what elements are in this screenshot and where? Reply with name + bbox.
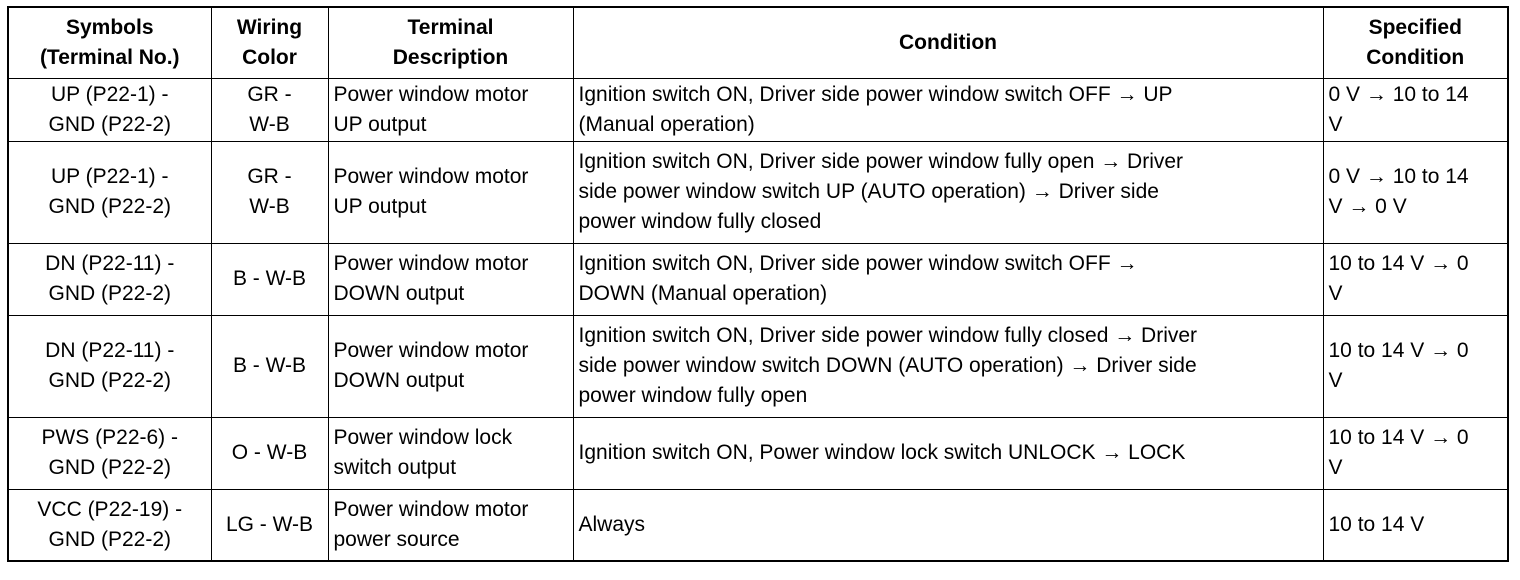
cell-condition-line: Ignition switch ON, Driver side power window fully open → Driver bbox=[578, 150, 1184, 173]
cell-wiring-color bbox=[211, 315, 328, 417]
cell-specified-condition-line: V bbox=[1328, 456, 1343, 479]
cell-wiring-color-line: GR - bbox=[247, 165, 292, 188]
cell-symbol-line: GND (P22-2) bbox=[48, 112, 172, 136]
table-row bbox=[8, 489, 1508, 561]
cell-condition bbox=[573, 243, 1323, 315]
header-terminal-description: Terminal Description bbox=[328, 7, 573, 78]
cell-condition-line: power window fully closed bbox=[578, 210, 822, 233]
cell-terminal-description-line: Power window motor bbox=[333, 82, 529, 106]
cell-specified-condition bbox=[1323, 417, 1508, 489]
cell-specified-condition bbox=[1323, 78, 1508, 141]
cell-terminal-description bbox=[328, 315, 573, 417]
cell-symbol-line: GND (P22-2) bbox=[48, 527, 172, 551]
cell-terminal-description-line: DOWN output bbox=[333, 282, 465, 305]
cell-specified-condition-line: 10 to 14 V → 0 bbox=[1328, 339, 1469, 362]
cell-condition-line: side power window switch UP (AUTO operation) → Driver side bbox=[578, 180, 1159, 203]
cell-specified-condition bbox=[1323, 243, 1508, 315]
cell-terminal-description-line: power source bbox=[333, 527, 460, 551]
header-specified-condition: Specified Condition bbox=[1323, 7, 1508, 78]
cell-symbol bbox=[8, 315, 211, 417]
cell-specified-condition bbox=[1323, 315, 1508, 417]
cell-terminal-description-line: Power window lock bbox=[333, 426, 513, 449]
cell-condition-line: side power window switch DOWN (AUTO operation) → Driver side bbox=[578, 354, 1197, 377]
cell-symbol bbox=[8, 417, 211, 489]
cell-wiring-color bbox=[211, 78, 328, 141]
cell-specified-condition-line: V bbox=[1328, 112, 1343, 136]
cell-wiring-color-line: O - W-B bbox=[231, 441, 308, 464]
cell-specified-condition-line: 10 to 14 V bbox=[1328, 512, 1425, 536]
cell-terminal-description-line: UP output bbox=[333, 195, 427, 218]
cell-specified-condition-line: 0 V → 10 to 14 bbox=[1328, 82, 1469, 106]
cell-terminal-description-line: UP output bbox=[333, 112, 427, 136]
cell-condition-line: Ignition switch ON, Driver side power window switch OFF → UP bbox=[578, 82, 1173, 106]
cell-specified-condition bbox=[1323, 489, 1508, 561]
cell-specified-condition bbox=[1323, 141, 1508, 243]
cell-condition bbox=[573, 489, 1323, 561]
cell-wiring-color-line: LG - W-B bbox=[225, 512, 314, 536]
cell-symbol-line: VCC (P22-19) - bbox=[37, 497, 183, 521]
cell-condition-line: Ignition switch ON, Driver side power window switch OFF → bbox=[578, 252, 1138, 275]
cell-terminal-description-line: Power window motor bbox=[333, 252, 529, 275]
header-condition: Condition bbox=[573, 7, 1323, 78]
cell-symbol bbox=[8, 243, 211, 315]
cell-condition-line: (Manual operation) bbox=[578, 112, 755, 136]
cell-wiring-color-line: W-B bbox=[249, 195, 290, 218]
cell-symbol-line: GND (P22-2) bbox=[48, 456, 172, 479]
cell-terminal-description bbox=[328, 78, 573, 141]
terminal-spec-table bbox=[7, 6, 1509, 562]
cell-terminal-description-line: Power window motor bbox=[333, 497, 529, 521]
cell-symbol-line: UP (P22-1) - bbox=[51, 165, 169, 188]
cell-condition-line: Always bbox=[578, 512, 646, 536]
cell-specified-condition-line: 10 to 14 V → 0 bbox=[1328, 426, 1469, 449]
cell-symbol-line: DN (P22-11) - bbox=[45, 252, 175, 275]
cell-specified-condition-line: V bbox=[1328, 369, 1343, 392]
header-row bbox=[8, 7, 1508, 78]
cell-terminal-description bbox=[328, 417, 573, 489]
cell-wiring-color bbox=[211, 489, 328, 561]
cell-symbol bbox=[8, 78, 211, 141]
cell-specified-condition-line: 10 to 14 V → 0 bbox=[1328, 252, 1469, 275]
cell-terminal-description bbox=[328, 243, 573, 315]
cell-terminal-description-line: switch output bbox=[333, 456, 457, 479]
cell-condition bbox=[573, 78, 1323, 141]
cell-wiring-color-line: B - W-B bbox=[232, 354, 307, 377]
cell-terminal-description bbox=[328, 141, 573, 243]
table-row bbox=[8, 417, 1508, 489]
cell-symbol-line: UP (P22-1) - bbox=[51, 82, 169, 106]
cell-condition bbox=[573, 417, 1323, 489]
cell-condition-line: power window fully open bbox=[578, 384, 808, 407]
cell-wiring-color bbox=[211, 243, 328, 315]
cell-symbol-line: GND (P22-2) bbox=[48, 369, 172, 392]
cell-specified-condition-line: V → 0 V bbox=[1328, 195, 1407, 218]
cell-symbol bbox=[8, 141, 211, 243]
cell-terminal-description bbox=[328, 489, 573, 561]
table-row bbox=[8, 243, 1508, 315]
cell-symbol-line: DN (P22-11) - bbox=[45, 339, 175, 362]
cell-specified-condition-line: 0 V → 10 to 14 bbox=[1328, 165, 1469, 188]
cell-condition bbox=[573, 141, 1323, 243]
table-body bbox=[8, 78, 1508, 561]
cell-condition-line: DOWN (Manual operation) bbox=[578, 282, 828, 305]
header-symbols: Symbols (Terminal No.) bbox=[8, 7, 211, 78]
table-row bbox=[8, 141, 1508, 243]
header-wiring-color: Wiring Color bbox=[211, 7, 328, 78]
cell-condition-line: Ignition switch ON, Driver side power window fully closed → Driver bbox=[578, 324, 1198, 347]
table-row bbox=[8, 315, 1508, 417]
cell-wiring-color bbox=[211, 417, 328, 489]
cell-terminal-description-line: DOWN output bbox=[333, 369, 465, 392]
cell-condition bbox=[573, 315, 1323, 417]
cell-terminal-description-line: Power window motor bbox=[333, 165, 529, 188]
cell-specified-condition-line: V bbox=[1328, 282, 1343, 305]
cell-wiring-color bbox=[211, 141, 328, 243]
cell-wiring-color-line: W-B bbox=[249, 112, 290, 136]
cell-wiring-color-line: GR - bbox=[247, 82, 292, 106]
cell-symbol-line: GND (P22-2) bbox=[48, 195, 172, 218]
table-row bbox=[8, 78, 1508, 141]
cell-symbol-line: GND (P22-2) bbox=[48, 282, 172, 305]
cell-wiring-color-line: B - W-B bbox=[232, 267, 307, 290]
cell-symbol bbox=[8, 489, 211, 561]
cell-condition-line: Ignition switch ON, Power window lock switch UNLOCK → LOCK bbox=[578, 441, 1186, 464]
cell-symbol-line: PWS (P22-6) - bbox=[41, 426, 179, 449]
cell-terminal-description-line: Power window motor bbox=[333, 339, 529, 362]
